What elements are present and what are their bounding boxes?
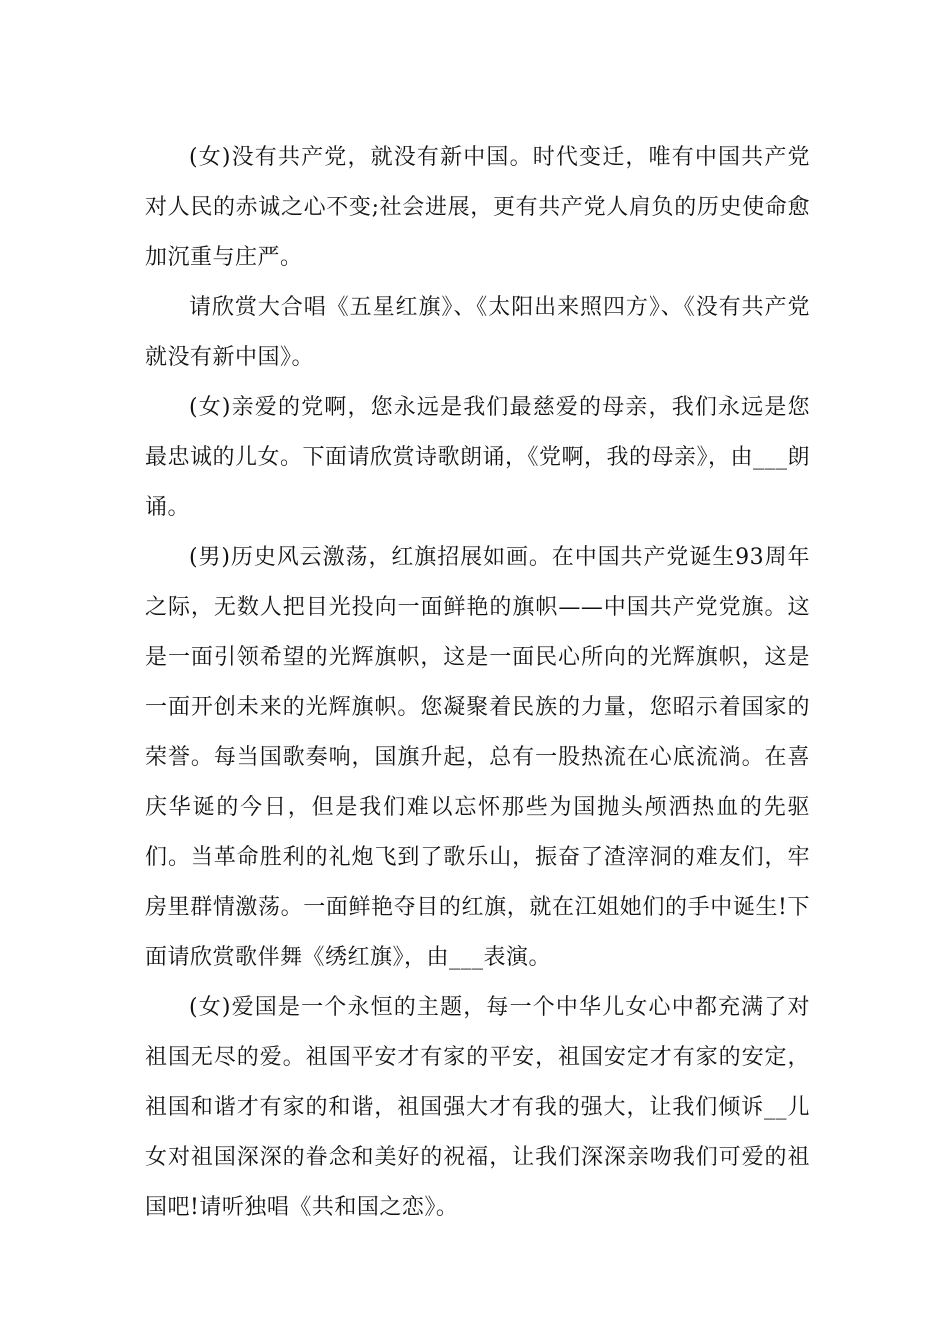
paragraph-2: 请欣赏大合唱《五星红旗》、《太阳出来照四方》、《没有共产党就没有新中国》。 xyxy=(145,295,810,370)
paragraph-1: (女)没有共产党，就没有新中国。时代变迁，唯有中国共产党对人民的赤诚之心不变;社会进展，更有共产党人肩负的历史使命愈加沉重与庄严。 xyxy=(145,145,810,270)
paragraph-5: (女)爱国是一个永恒的主题，每一个中华儿女心中都充满了对祖国无尽的爱。祖国平安才有家的平安，祖国安定才有家的安定，祖国和谐才有家的和谐，祖国强大才有我的强大，让我们倾诉__儿女对祖国深深的眷念和美好的祝福，让我们深深亲吻我们可爱的祖国吧!请听独唱《共和国之恋》。 xyxy=(145,995,810,1220)
document-body xyxy=(145,133,810,1233)
paragraph-3: (女)亲爱的党啊，您永远是我们最慈爱的母亲，我们永远是您最忠诚的儿女。下面请欣赏诗歌朗诵，《党啊，我的母亲》，由___朗诵。 xyxy=(145,395,811,520)
paragraph-4: (男)历史风云激荡，红旗招展如画。在中国共产党诞生93周年之际，无数人把目光投向一面鲜艳的旗帜——中国共产党党旗。这是一面引领希望的光辉旗帜，这是一面民心所向的光辉旗帜，这是一面开创未来的光辉旗帜。您凝聚着民族的力量，您昭示着国家的荣誉。每当国歌奏响，国旗升起，总有一股热流在心底流淌。在喜庆华诞的今日，但是我们难以忘怀那些为国抛头颅洒热血的先驱们。当革命胜利的礼炮飞到了歌乐山，振奋了渣滓洞的难友们，牢房里群情激荡。一面鲜艳夺目的红旗，就在江姐她们的手中诞生!下面请欣赏歌伴舞《绣红旗》，由___表演。 xyxy=(145,545,810,970)
